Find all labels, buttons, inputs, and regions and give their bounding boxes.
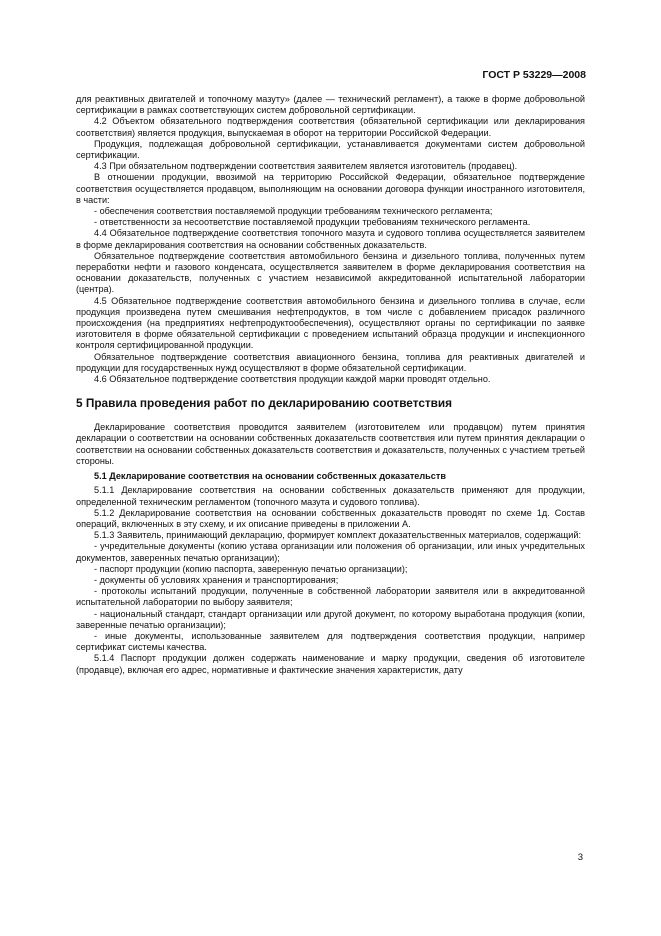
list-item: - иные документы, использованные заявителем для подтверждения соответствия продукции, например сертификат системы качества. bbox=[76, 630, 585, 653]
list-item: - обеспечения соответствия поставляемой продукции требованиям технического регламента; bbox=[94, 206, 493, 217]
list-item: - национальный стандарт, стандарт организации или другой документ, по которому выработана продукция (копии, заверенные печатью организации); bbox=[76, 608, 585, 630]
page-header-title: ГОСТ Р 53229—2008 bbox=[482, 69, 586, 81]
paragraph: 4.2 Объектом обязательного подтверждения соответствия (обязательной сертификации или декларирования соответствия) является продукция, выпускаемая в оборот на территории Российской Федерации. bbox=[76, 116, 585, 138]
paragraph: 5.1.4 Паспорт продукции должен содержать наименование и марку продукции, сведения об изготовителе (продавце), включая его адрес, нормативные и фактические значения характеристик, дату bbox=[76, 653, 585, 675]
paragraph: 4.3 При обязательном подтверждении соответствия заявителем является изготовитель (продавец). bbox=[94, 161, 518, 172]
section-5-heading: 5 Правила проведения работ по декларированию соответствия bbox=[76, 396, 453, 411]
paragraph: 5.1.2 Декларирование соответствия на основании собственных доказательств проводят по схеме 1д. Состав операций, включенных в эту схему, и их описание приведены в приложении А. bbox=[76, 507, 585, 529]
paragraph: Обязательное подтверждение соответствия авиационного бензина, топлива для реактивных двигателей и продукции для государственных нужд осуществляют в форме обязательной сертификации. bbox=[76, 351, 585, 373]
section-5-intro: Декларирование соответствия проводится заявителем (изготовителем или продавцом) путем принятия декларации о соответствии на основании собственных доказательств соответствия или путем принятия декларации о соответствии на основании собственных доказательств соответствия и доказательств, полученных с участием третьей стороны. bbox=[76, 422, 585, 466]
paragraph: 5.1.1 Декларирование соответствия на основании собственных доказательств применяют для продукции, определенной техническим регламентом (топочного мазута и судового топлива). bbox=[76, 485, 585, 507]
list-item: - протоколы испытаний продукции, полученные в собственной лаборатории заявителя или в аккредитованной испытательной лаборатории по выбору заявителя; bbox=[76, 586, 585, 608]
paragraph: 5.1.3 Заявитель, принимающий декларацию, формирует комплект доказательственных материалов, содержащий: bbox=[94, 530, 582, 541]
section-5-1-heading: 5.1 Декларирование соответствия на основании собственных доказательств bbox=[94, 471, 446, 482]
list-item: - учредительные документы (копию устава организации или положения об организации, или иных учредительных документов, заверенных печатью организации); bbox=[76, 541, 585, 563]
list-item: - паспорт продукции (копию паспорта, заверенную печатью организации); bbox=[94, 563, 408, 574]
paragraph: 4.5 Обязательное подтверждение соответствия автомобильного бензина и дизельного топлива в случае, если продукция произведена путем смешивания нефтепродуктов, в том числе с добавлением присадок различного происхождения (на предприятиях нефтепродуктообеспечения), осуществляют органы по сертификации по заявке изготовителя в форме обязательной сертификации с проведением испытаний образца продукции и инспекционного контроля сертифицированной продукции. bbox=[76, 295, 585, 351]
paragraph: Обязательное подтверждение соответствия автомобильного бензина и дизельного топлива, полученных путем переработки нефти и газового конденсата, осуществляется заявителем в форме декларирования соответствия на основании доказательств, полученных с участием независимой аккредитованной испытательной лаборатории (центра). bbox=[76, 250, 585, 295]
page-number: 3 bbox=[577, 852, 583, 863]
paragraph: для реактивных двигателей и топочному мазуту» (далее — технический регламент), а также в форме добровольной сертификации в рамках соответствующих систем добровольной сертификации. bbox=[76, 94, 585, 116]
paragraph: 4.4 Обязательное подтверждение соответствия топочного мазута и судового топлива осуществляется заявителем в форме декларирования соответствия на основании собственных доказательств. bbox=[76, 228, 585, 250]
document-body bbox=[76, 94, 585, 676]
paragraph: Продукция, подлежащая добровольной сертификации, устанавливается документами систем добровольной сертификации. bbox=[76, 138, 585, 161]
paragraph: 4.6 Обязательное подтверждение соответствия продукции каждой марки проводят отдельно. bbox=[94, 374, 491, 385]
paragraph: В отношении продукции, ввозимой на территорию Российской Федерации, обязательное подтверждение соответствия осуществляется продавцом, выполняющим на основании договора функции иностранного изготовителя, в части: bbox=[76, 172, 585, 205]
list-item: - ответственности за несоответствие поставляемой продукции требованиям технического регламента. bbox=[94, 217, 531, 228]
list-item: - документы об условиях хранения и транспортирования; bbox=[94, 574, 339, 585]
